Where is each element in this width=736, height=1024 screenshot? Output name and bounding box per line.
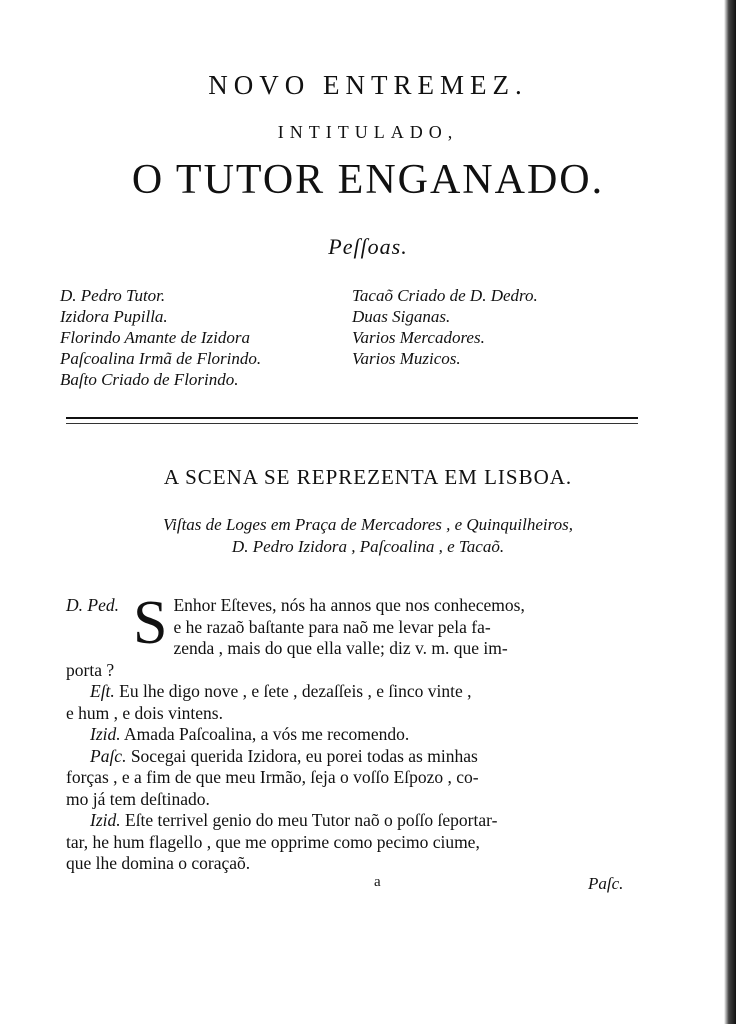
speaker-name: Eſt. (90, 681, 115, 701)
cast-item: Varios Muzicos. (352, 349, 461, 368)
divider-rule (66, 417, 638, 419)
scene-description-line: Viſtas de Loges em Praça de Mercadores , e Quinquilheiros, (163, 515, 573, 534)
speech-line (66, 724, 640, 746)
cast-item: Florindo Amante de Izidora (60, 328, 250, 347)
cast-item: Paſcoalina Irmã de Florindo. (60, 349, 262, 368)
divider-rule-thin (66, 423, 638, 424)
speaker-name: Izid. (90, 810, 121, 830)
cast-item: Tacaõ Criado de D. Dedro. (352, 286, 538, 305)
speech-text: Amada Paſcoalina, a vós me recomendo. (124, 724, 410, 744)
speech-line: tar, he hum flagello , que me opprime como pecimo ciume, (66, 831, 480, 852)
speech-text: Eſte terrivel genio do meu Tutor naõ o poſſo ſeportar- (125, 810, 498, 830)
speaker-name: Izid. (90, 724, 121, 744)
catchword: Paſc. (588, 874, 624, 893)
heading-entremez: NOVO ENTREMEZ. (208, 70, 528, 100)
cast-list-left (60, 285, 261, 390)
speech-izidora (66, 724, 640, 746)
speech-line: porta ? (66, 659, 115, 680)
speech-line: zenda , mais do que ella valle; diz v. m. que im- (173, 638, 508, 658)
cast-heading: Peſſoas. (328, 234, 408, 259)
speech-text: Eu lhe digo nove , e ſete , dezaſſeis , e ſinco vinte , (119, 681, 472, 701)
speech-line: mo já tem deſtinado. (66, 788, 210, 809)
page-edge-shadow (724, 0, 736, 1024)
signature-mark: a (374, 874, 381, 890)
heading-intitulado: INTITULADO, (277, 122, 459, 142)
speech-line: e hum , e dois vintens. (66, 702, 223, 723)
speech-line: forças , e a fim de que meu Irmão, ſeja o voſſo Eſpozo , co- (66, 767, 479, 787)
scene-description (0, 514, 736, 558)
speech-line (66, 810, 640, 832)
speech-text: Socegai querida Izidora, eu porei todas as minhas (130, 745, 478, 766)
speaker-name: D. Ped. (66, 595, 119, 615)
cast-item: Varios Mercadores. (352, 328, 485, 347)
speech-line (66, 681, 640, 703)
drop-cap: S (132, 589, 168, 657)
speech-esteves (66, 681, 640, 724)
speech-line (66, 746, 640, 768)
speech-pedro (66, 589, 640, 681)
scene-description-line: D. Pedro Izidora , Paſcoalina , e Tacaõ. (231, 537, 505, 556)
speech-line: Enhor Eſteves, nós ha annos que nos conhecemos, (173, 595, 525, 615)
scene-heading: A SCENA SE REPREZENTA EM LISBOA. (163, 465, 573, 489)
cast-item: Baſto Criado de Florindo. (60, 370, 239, 389)
dialogue-body (66, 589, 640, 875)
cast-item: D. Pedro Tutor. (60, 286, 166, 305)
cast-item: Izidora Pupilla. (60, 307, 168, 326)
cast-list-right (352, 285, 538, 369)
speech-izidora-2 (66, 810, 640, 875)
speech-pascoalina (66, 746, 640, 811)
cast-item: Duas Siganas. (352, 307, 451, 326)
play-title: O TUTOR ENGANADO. (131, 157, 605, 203)
speech-line: e he razaõ baſtante para naõ me levar pela fa- (173, 616, 491, 637)
speech-line: que lhe domina o coraçaõ. (66, 853, 251, 873)
speaker-name: Paſc. (90, 745, 127, 766)
